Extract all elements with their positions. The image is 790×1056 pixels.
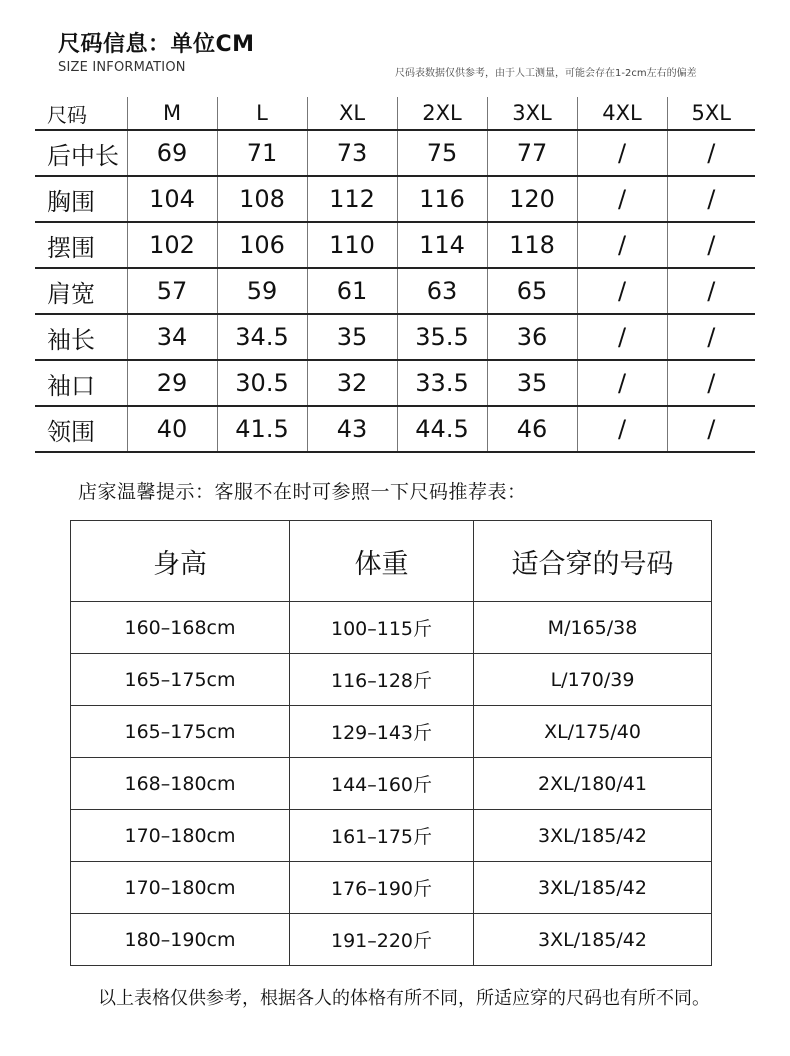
size-value: 61 [307, 268, 397, 314]
size-value: / [577, 176, 667, 222]
size-value: 77 [487, 130, 577, 176]
recommend-table-row [71, 810, 712, 862]
recommend-table-row [71, 706, 712, 758]
size-column-header: XL [307, 97, 397, 130]
size-value: 43 [307, 406, 397, 452]
size-value: 106 [217, 222, 307, 268]
size-value: 118 [487, 222, 577, 268]
height-range: 160–168cm [71, 602, 290, 654]
size-value: / [667, 130, 755, 176]
size-value: 120 [487, 176, 577, 222]
height-range: 168–180cm [71, 758, 290, 810]
height-range: 170–180cm [71, 810, 290, 862]
size-value: / [577, 268, 667, 314]
weight-range: 161–175斤 [290, 810, 474, 862]
recommend-table-row [71, 654, 712, 706]
size-table-row [35, 222, 755, 268]
size-value: 63 [397, 268, 487, 314]
height-range: 165–175cm [71, 706, 290, 758]
recommended-size: M/165/38 [474, 602, 712, 654]
size-value: 33.5 [397, 360, 487, 406]
size-value: / [667, 360, 755, 406]
page-subtitle: SIZE INFORMATION [58, 60, 186, 75]
size-value: 104 [127, 176, 217, 222]
size-value: 41.5 [217, 406, 307, 452]
recommend-table-row [71, 914, 712, 966]
size-value: 110 [307, 222, 397, 268]
recommended-size: L/170/39 [474, 654, 712, 706]
measurement-label: 肩宽 [47, 279, 95, 308]
size-value: / [577, 406, 667, 452]
size-table-row [35, 360, 755, 406]
size-column-header: 尺码 [47, 102, 87, 127]
size-value: 108 [217, 176, 307, 222]
recommend-column-header: 适合穿的号码 [474, 521, 712, 602]
size-value: / [577, 222, 667, 268]
recommend-table [70, 520, 712, 966]
measurement-label: 摆围 [47, 233, 95, 262]
weight-range: 144–160斤 [290, 758, 474, 810]
size-value: 29 [127, 360, 217, 406]
size-value: 44.5 [397, 406, 487, 452]
size-value: / [577, 360, 667, 406]
size-value: 30.5 [217, 360, 307, 406]
size-value: 36 [487, 314, 577, 360]
measurement-label: 胸围 [47, 187, 95, 216]
size-value: 73 [307, 130, 397, 176]
recommended-size: 3XL/185/42 [474, 810, 712, 862]
size-table [35, 97, 755, 453]
weight-range: 100–115斤 [290, 602, 474, 654]
shop-tip: 店家温馨提示：客服不在时可参照一下尺码推荐表： [78, 481, 527, 503]
measurement-note: 尺码表数据仅供参考，由于人工测量，可能会存在1-2cm左右的偏差 [395, 68, 697, 79]
size-value: 71 [217, 130, 307, 176]
size-value: 35 [307, 314, 397, 360]
size-value: / [667, 406, 755, 452]
recommend-table-row [71, 862, 712, 914]
height-range: 165–175cm [71, 654, 290, 706]
recommended-size: XL/175/40 [474, 706, 712, 758]
size-value: 112 [307, 176, 397, 222]
size-table-row [35, 268, 755, 314]
weight-range: 116–128斤 [290, 654, 474, 706]
recommend-table-row [71, 602, 712, 654]
footer-note: 以上表格仅供参考，根据各人的体格有所不同，所适应穿的尺码也有所不同。 [98, 988, 710, 1009]
size-value: / [667, 176, 755, 222]
size-value: 57 [127, 268, 217, 314]
recommend-column-header: 体重 [290, 521, 474, 602]
size-value: 69 [127, 130, 217, 176]
size-value: 35.5 [397, 314, 487, 360]
size-table-row [35, 176, 755, 222]
page-title: 尺码信息：单位CM [58, 32, 255, 57]
size-value: 46 [487, 406, 577, 452]
size-table-row [35, 314, 755, 360]
weight-range: 191–220斤 [290, 914, 474, 966]
recommended-size: 3XL/185/42 [474, 862, 712, 914]
size-value: / [667, 268, 755, 314]
size-column-header: L [217, 97, 307, 130]
size-column-header: 5XL [667, 97, 755, 130]
size-value: 32 [307, 360, 397, 406]
size-value: / [577, 314, 667, 360]
size-table-header [35, 97, 755, 130]
measurement-label: 领围 [47, 417, 95, 446]
recommend-table-row [71, 758, 712, 810]
size-value: / [577, 130, 667, 176]
size-value: 34 [127, 314, 217, 360]
size-value: 65 [487, 268, 577, 314]
size-column-header: 2XL [397, 97, 487, 130]
size-column-header: 4XL [577, 97, 667, 130]
height-range: 180–190cm [71, 914, 290, 966]
size-value: 34.5 [217, 314, 307, 360]
size-value: 59 [217, 268, 307, 314]
weight-range: 129–143斤 [290, 706, 474, 758]
recommended-size: 2XL/180/41 [474, 758, 712, 810]
measurement-label: 袖口 [47, 371, 95, 400]
size-value: / [667, 222, 755, 268]
size-value: 75 [397, 130, 487, 176]
size-value: 102 [127, 222, 217, 268]
recommend-column-header: 身高 [71, 521, 290, 602]
weight-range: 176–190斤 [290, 862, 474, 914]
size-table-row [35, 406, 755, 452]
size-column-header: M [127, 97, 217, 130]
recommend-table-header [71, 521, 712, 602]
size-column-header: 3XL [487, 97, 577, 130]
size-value: / [667, 314, 755, 360]
recommended-size: 3XL/185/42 [474, 914, 712, 966]
size-value: 35 [487, 360, 577, 406]
size-value: 116 [397, 176, 487, 222]
size-table-row [35, 130, 755, 176]
size-value: 114 [397, 222, 487, 268]
size-value: 40 [127, 406, 217, 452]
measurement-label: 后中长 [47, 141, 119, 170]
height-range: 170–180cm [71, 862, 290, 914]
measurement-label: 袖长 [47, 325, 95, 354]
